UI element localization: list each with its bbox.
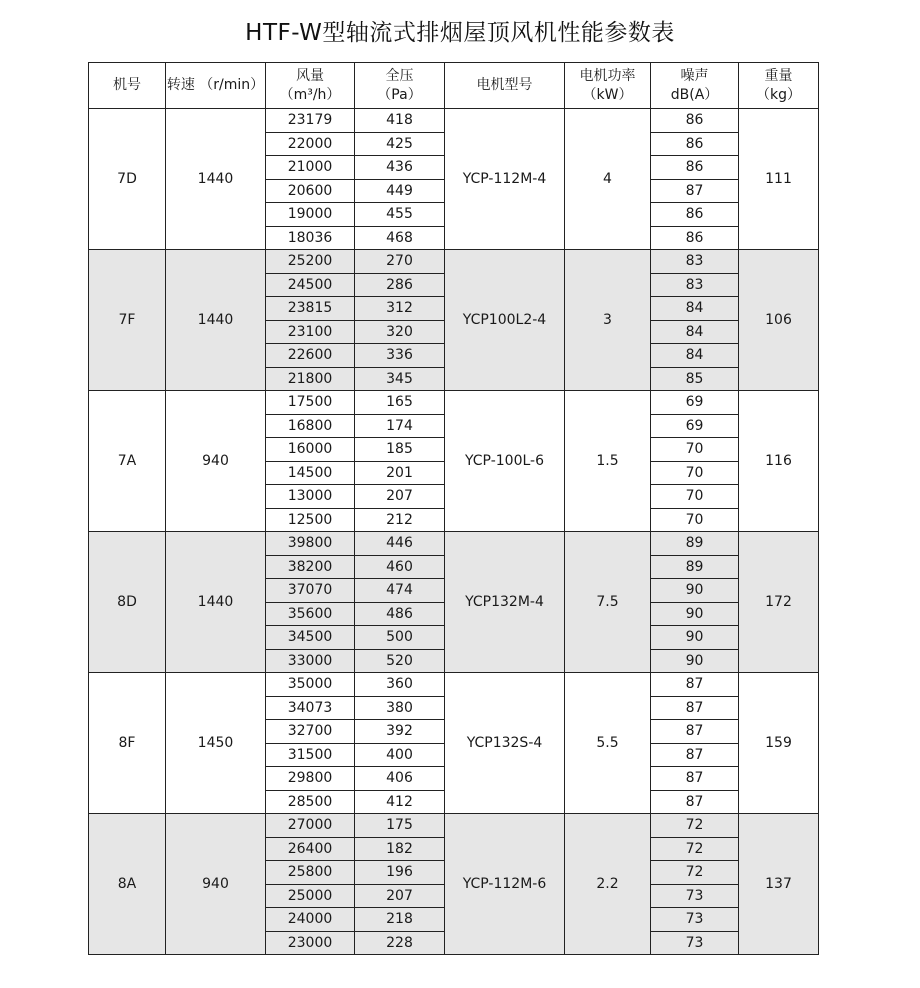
- weight-cell: 111: [739, 109, 819, 250]
- noise-cell: 90: [651, 649, 739, 673]
- speed-cell: 940: [166, 391, 266, 532]
- noise-cell: 86: [651, 109, 739, 133]
- pressure-cell: 174: [355, 414, 445, 438]
- noise-cell: 87: [651, 179, 739, 203]
- airflow-cell: 23100: [266, 320, 355, 344]
- noise-cell: 84: [651, 297, 739, 321]
- pressure-cell: 218: [355, 908, 445, 932]
- airflow-cell: 25000: [266, 884, 355, 908]
- model-no-cell: 7D: [89, 109, 166, 250]
- power-cell: 4: [565, 109, 651, 250]
- header-motor-model: 电机型号: [445, 63, 565, 109]
- airflow-cell: 23000: [266, 931, 355, 955]
- airflow-cell: 35600: [266, 602, 355, 626]
- header-pressure: 全压 （Pa）: [355, 63, 445, 109]
- noise-cell: 73: [651, 908, 739, 932]
- weight-cell: 106: [739, 250, 819, 391]
- speed-cell: 940: [166, 814, 266, 955]
- airflow-cell: 16000: [266, 438, 355, 462]
- noise-cell: 87: [651, 696, 739, 720]
- noise-cell: 72: [651, 814, 739, 838]
- pressure-cell: 207: [355, 884, 445, 908]
- power-cell: 7.5: [565, 532, 651, 673]
- airflow-cell: 18036: [266, 226, 355, 250]
- noise-cell: 87: [651, 673, 739, 697]
- table-row: [89, 250, 819, 274]
- airflow-cell: 19000: [266, 203, 355, 227]
- pressure-cell: 392: [355, 720, 445, 744]
- header-noise: 噪声 dB(A）: [651, 63, 739, 109]
- noise-cell: 87: [651, 767, 739, 791]
- weight-cell: 137: [739, 814, 819, 955]
- noise-cell: 70: [651, 461, 739, 485]
- pressure-cell: 185: [355, 438, 445, 462]
- airflow-cell: 22000: [266, 132, 355, 156]
- motor-model-cell: YCP-112M-6: [445, 814, 565, 955]
- pressure-cell: 425: [355, 132, 445, 156]
- header-row: [89, 63, 819, 109]
- airflow-cell: 24000: [266, 908, 355, 932]
- noise-cell: 70: [651, 485, 739, 509]
- pressure-cell: 468: [355, 226, 445, 250]
- airflow-cell: 32700: [266, 720, 355, 744]
- noise-cell: 69: [651, 391, 739, 415]
- airflow-cell: 25200: [266, 250, 355, 274]
- pressure-cell: 520: [355, 649, 445, 673]
- noise-cell: 87: [651, 743, 739, 767]
- airflow-cell: 25800: [266, 861, 355, 885]
- airflow-cell: 24500: [266, 273, 355, 297]
- pressure-cell: 455: [355, 203, 445, 227]
- motor-model-cell: YCP-100L-6: [445, 391, 565, 532]
- airflow-cell: 23815: [266, 297, 355, 321]
- airflow-cell: 33000: [266, 649, 355, 673]
- pressure-cell: 446: [355, 532, 445, 556]
- speed-cell: 1440: [166, 109, 266, 250]
- noise-cell: 86: [651, 132, 739, 156]
- header-power: 电机功率 （kW）: [565, 63, 651, 109]
- noise-cell: 84: [651, 344, 739, 368]
- table-body: [89, 109, 819, 955]
- noise-cell: 90: [651, 579, 739, 603]
- noise-cell: 86: [651, 226, 739, 250]
- airflow-cell: 34073: [266, 696, 355, 720]
- airflow-cell: 16800: [266, 414, 355, 438]
- weight-cell: 116: [739, 391, 819, 532]
- pressure-cell: 212: [355, 508, 445, 532]
- pressure-cell: 460: [355, 555, 445, 579]
- table-row: [89, 814, 819, 838]
- pressure-cell: 345: [355, 367, 445, 391]
- noise-cell: 84: [651, 320, 739, 344]
- pressure-cell: 320: [355, 320, 445, 344]
- noise-cell: 89: [651, 555, 739, 579]
- airflow-cell: 27000: [266, 814, 355, 838]
- airflow-cell: 21000: [266, 156, 355, 180]
- motor-model-cell: YCP100L2-4: [445, 250, 565, 391]
- noise-cell: 70: [651, 508, 739, 532]
- power-cell: 5.5: [565, 673, 651, 814]
- airflow-cell: 17500: [266, 391, 355, 415]
- motor-model-cell: YCP132S-4: [445, 673, 565, 814]
- noise-cell: 83: [651, 273, 739, 297]
- pressure-cell: 474: [355, 579, 445, 603]
- airflow-cell: 34500: [266, 626, 355, 650]
- noise-cell: 89: [651, 532, 739, 556]
- pressure-cell: 270: [355, 250, 445, 274]
- motor-model-cell: YCP-112M-4: [445, 109, 565, 250]
- pressure-cell: 500: [355, 626, 445, 650]
- airflow-cell: 29800: [266, 767, 355, 791]
- table-row: [89, 109, 819, 133]
- noise-cell: 73: [651, 884, 739, 908]
- pressure-cell: 436: [355, 156, 445, 180]
- header-speed: 转速 （r/min）: [166, 63, 266, 109]
- airflow-cell: 20600: [266, 179, 355, 203]
- pressure-cell: 360: [355, 673, 445, 697]
- power-cell: 3: [565, 250, 651, 391]
- noise-cell: 90: [651, 626, 739, 650]
- airflow-cell: 26400: [266, 837, 355, 861]
- airflow-cell: 39800: [266, 532, 355, 556]
- header-airflow: 风量 （m³/h）: [266, 63, 355, 109]
- model-no-cell: 8D: [89, 532, 166, 673]
- speed-cell: 1440: [166, 532, 266, 673]
- pressure-cell: 449: [355, 179, 445, 203]
- table-row: [89, 391, 819, 415]
- noise-cell: 85: [651, 367, 739, 391]
- noise-cell: 87: [651, 720, 739, 744]
- noise-cell: 87: [651, 790, 739, 814]
- pressure-cell: 196: [355, 861, 445, 885]
- pressure-cell: 412: [355, 790, 445, 814]
- model-no-cell: 8A: [89, 814, 166, 955]
- performance-table: [88, 62, 819, 955]
- noise-cell: 73: [651, 931, 739, 955]
- noise-cell: 90: [651, 602, 739, 626]
- pressure-cell: 486: [355, 602, 445, 626]
- pressure-cell: 336: [355, 344, 445, 368]
- speed-cell: 1450: [166, 673, 266, 814]
- airflow-cell: 28500: [266, 790, 355, 814]
- airflow-cell: 38200: [266, 555, 355, 579]
- pressure-cell: 380: [355, 696, 445, 720]
- noise-cell: 86: [651, 203, 739, 227]
- noise-cell: 83: [651, 250, 739, 274]
- airflow-cell: 35000: [266, 673, 355, 697]
- model-no-cell: 7A: [89, 391, 166, 532]
- pressure-cell: 228: [355, 931, 445, 955]
- weight-cell: 172: [739, 532, 819, 673]
- weight-cell: 159: [739, 673, 819, 814]
- airflow-cell: 13000: [266, 485, 355, 509]
- pressure-cell: 175: [355, 814, 445, 838]
- airflow-cell: 31500: [266, 743, 355, 767]
- pressure-cell: 207: [355, 485, 445, 509]
- model-no-cell: 8F: [89, 673, 166, 814]
- airflow-cell: 12500: [266, 508, 355, 532]
- page-title: HTF-W型轴流式排烟屋顶风机性能参数表: [245, 20, 675, 46]
- pressure-cell: 182: [355, 837, 445, 861]
- noise-cell: 72: [651, 861, 739, 885]
- pressure-cell: 165: [355, 391, 445, 415]
- pressure-cell: 312: [355, 297, 445, 321]
- airflow-cell: 21800: [266, 367, 355, 391]
- noise-cell: 72: [651, 837, 739, 861]
- airflow-cell: 23179: [266, 109, 355, 133]
- noise-cell: 70: [651, 438, 739, 462]
- power-cell: 1.5: [565, 391, 651, 532]
- table-row: [89, 673, 819, 697]
- airflow-cell: 14500: [266, 461, 355, 485]
- pressure-cell: 286: [355, 273, 445, 297]
- pressure-cell: 418: [355, 109, 445, 133]
- airflow-cell: 37070: [266, 579, 355, 603]
- speed-cell: 1440: [166, 250, 266, 391]
- airflow-cell: 22600: [266, 344, 355, 368]
- noise-cell: 69: [651, 414, 739, 438]
- table-row: [89, 532, 819, 556]
- power-cell: 2.2: [565, 814, 651, 955]
- model-no-cell: 7F: [89, 250, 166, 391]
- pressure-cell: 400: [355, 743, 445, 767]
- noise-cell: 86: [651, 156, 739, 180]
- header-model-no: 机号: [89, 63, 166, 109]
- header-weight: 重量 （kg）: [739, 63, 819, 109]
- motor-model-cell: YCP132M-4: [445, 532, 565, 673]
- pressure-cell: 201: [355, 461, 445, 485]
- pressure-cell: 406: [355, 767, 445, 791]
